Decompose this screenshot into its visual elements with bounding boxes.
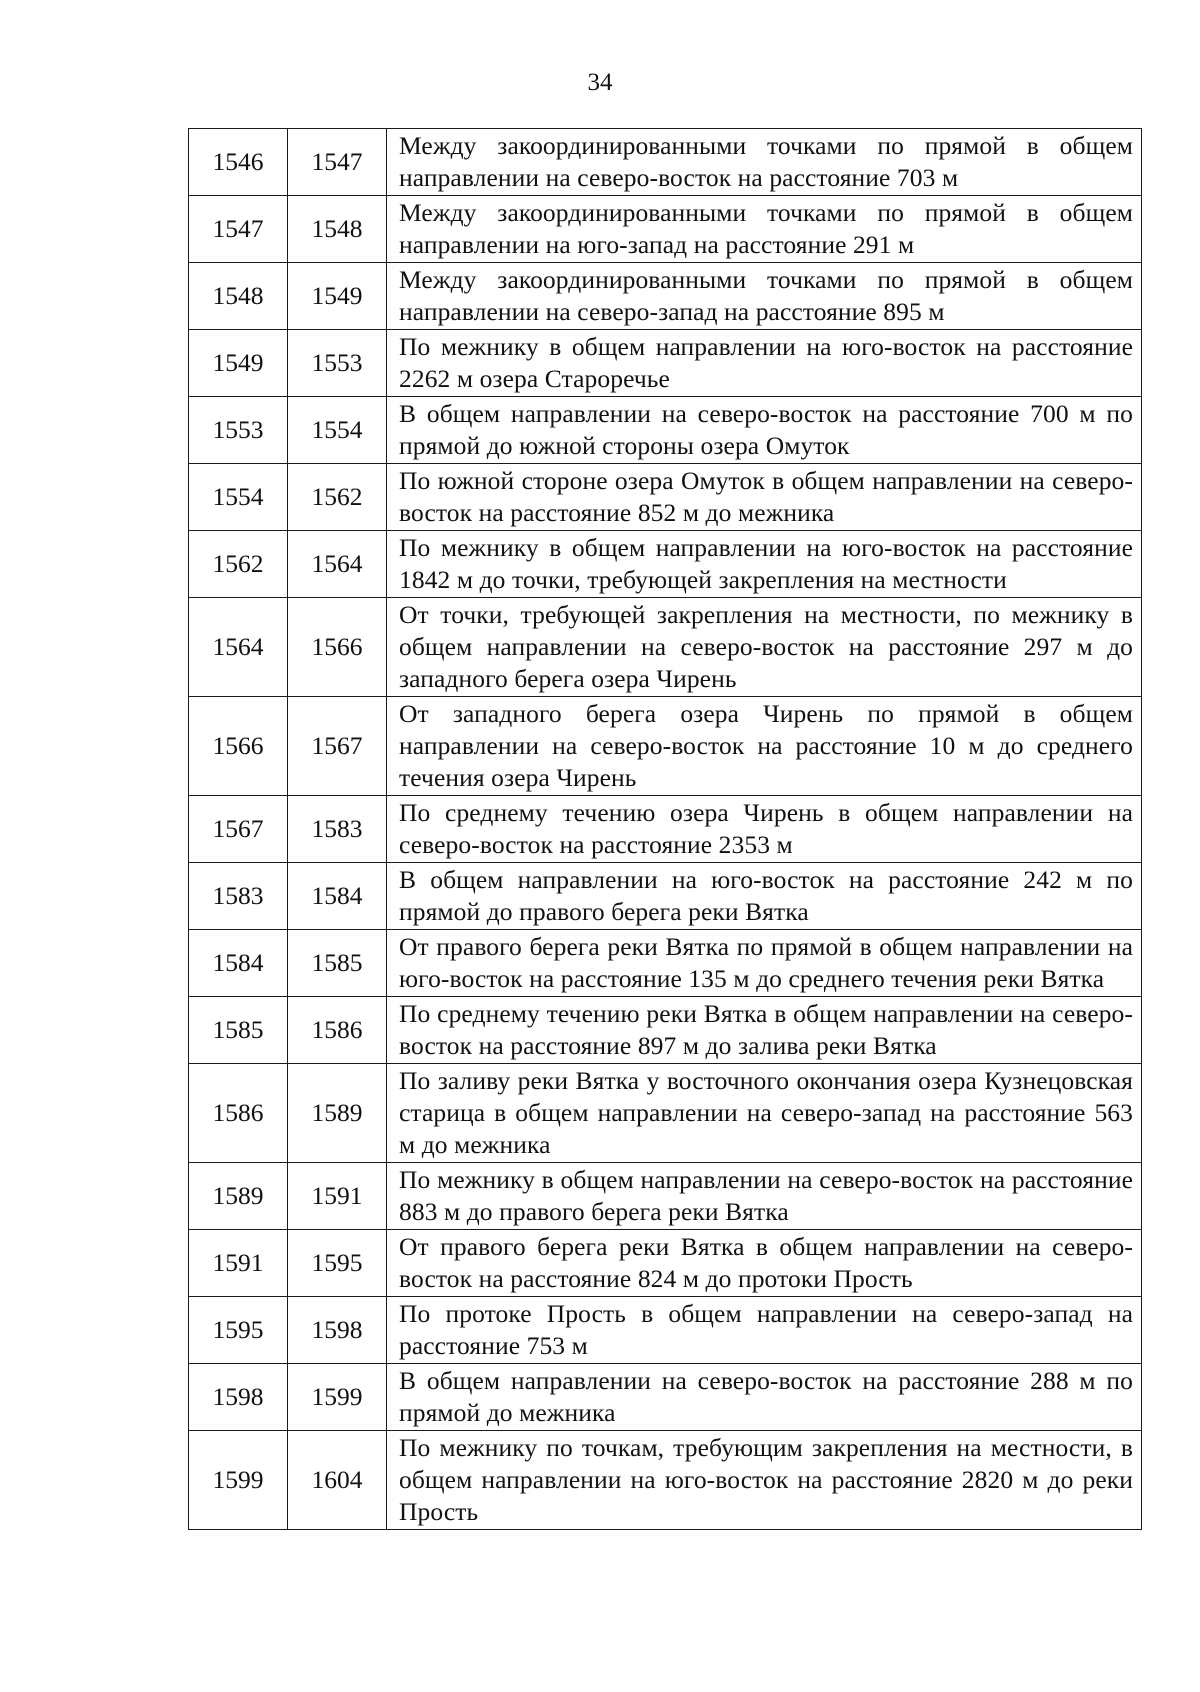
table-row [189,129,1142,196]
table-row [189,1297,1142,1364]
segment-description-cell: По межнику по точкам, требующим закрепления на местности, в общем направлении на юго-восток на расстояние 2820 м до реки Прость [387,1431,1142,1530]
to-point-cell: 1589 [288,1064,387,1163]
segment-description-cell: По межнику в общем направлении на юго-восток на расстояние 1842 м до точки, требующей закрепления на местности [387,531,1142,598]
segment-description-cell: Между закоординированными точками по прямой в общем направлении на северо-восток на расстояние 703 м [387,129,1142,196]
from-point-cell: 1586 [189,1064,288,1163]
table-row [189,330,1142,397]
from-point-cell: 1547 [189,196,288,263]
from-point-cell: 1553 [189,397,288,464]
table-row [189,531,1142,598]
table-row [189,796,1142,863]
page-number: 34 [587,69,613,96]
table-row [189,997,1142,1064]
table-row [189,196,1142,263]
segment-description-cell: По среднему течению озера Чирень в общем направлении на северо-восток на расстояние 2353 м [387,796,1142,863]
to-point-cell: 1583 [288,796,387,863]
from-point-cell: 1584 [189,930,288,997]
from-point-cell: 1583 [189,863,288,930]
to-point-cell: 1585 [288,930,387,997]
table-row [189,1364,1142,1431]
to-point-cell: 1599 [288,1364,387,1431]
from-point-cell: 1589 [189,1163,288,1230]
segment-description-cell: Между закоординированными точками по прямой в общем направлении на юго-запад на расстояние 291 м [387,196,1142,263]
segment-description-cell: От точки, требующей закрепления на местности, по межнику в общем направлении на северо-восток на расстояние 297 м до западного берега озера Чирень [387,598,1142,697]
table-row [189,697,1142,796]
from-point-cell: 1546 [189,129,288,196]
table-row [189,598,1142,697]
table-row [189,1431,1142,1530]
segment-description-cell: По межнику в общем направлении на северо-восток на расстояние 883 м до правого берега реки Вятка [387,1163,1142,1230]
segment-description-cell: В общем направлении на северо-восток на расстояние 288 м по прямой до межника [387,1364,1142,1431]
table-row [189,1064,1142,1163]
from-point-cell: 1591 [189,1230,288,1297]
to-point-cell: 1591 [288,1163,387,1230]
from-point-cell: 1595 [189,1297,288,1364]
segment-description-cell: По среднему течению реки Вятка в общем направлении на северо-восток на расстояние 897 м до залива реки Вятка [387,997,1142,1064]
from-point-cell: 1548 [189,263,288,330]
segment-description-cell: От правого берега реки Вятка в общем направлении на северо-восток на расстояние 824 м до протоки Прость [387,1230,1142,1297]
table-row [189,464,1142,531]
table-row [189,397,1142,464]
segment-description-cell: По заливу реки Вятка у восточного окончания озера Кузнецовская старица в общем направлении на северо-запад на расстояние 563 м до межника [387,1064,1142,1163]
from-point-cell: 1549 [189,330,288,397]
segment-description-cell: По протоке Прость в общем направлении на северо-запад на расстояние 753 м [387,1297,1142,1364]
to-point-cell: 1567 [288,697,387,796]
segment-description-cell: От западного берега озера Чирень по прямой в общем направлении на северо-восток на расстояние 10 м до среднего течения озера Чирень [387,697,1142,796]
from-point-cell: 1554 [189,464,288,531]
to-point-cell: 1586 [288,997,387,1064]
segment-description-cell: По южной стороне озера Омуток в общем направлении на северо-восток на расстояние 852 м до межника [387,464,1142,531]
to-point-cell: 1562 [288,464,387,531]
segment-description-cell: В общем направлении на северо-восток на расстояние 700 м по прямой до южной стороны озера Омуток [387,397,1142,464]
to-point-cell: 1604 [288,1431,387,1530]
table-row [189,930,1142,997]
table-row [189,263,1142,330]
from-point-cell: 1598 [189,1364,288,1431]
table-row [189,863,1142,930]
segment-description-cell: В общем направлении на юго-восток на расстояние 242 м по прямой до правого берега реки Вятка [387,863,1142,930]
to-point-cell: 1598 [288,1297,387,1364]
to-point-cell: 1566 [288,598,387,697]
to-point-cell: 1553 [288,330,387,397]
from-point-cell: 1585 [189,997,288,1064]
table-row [189,1163,1142,1230]
from-point-cell: 1566 [189,697,288,796]
to-point-cell: 1564 [288,531,387,598]
boundary-description-table [188,128,1142,1530]
to-point-cell: 1584 [288,863,387,930]
to-point-cell: 1554 [288,397,387,464]
from-point-cell: 1599 [189,1431,288,1530]
segment-description-cell: По межнику в общем направлении на юго-восток на расстояние 2262 м озера Староречье [387,330,1142,397]
to-point-cell: 1547 [288,129,387,196]
from-point-cell: 1567 [189,796,288,863]
from-point-cell: 1564 [189,598,288,697]
from-point-cell: 1562 [189,531,288,598]
to-point-cell: 1549 [288,263,387,330]
segment-description-cell: Между закоординированными точками по прямой в общем направлении на северо-запад на расстояние 895 м [387,263,1142,330]
table-row [189,1230,1142,1297]
to-point-cell: 1548 [288,196,387,263]
to-point-cell: 1595 [288,1230,387,1297]
segment-description-cell: От правого берега реки Вятка по прямой в общем направлении на юго-восток на расстояние 135 м до среднего течения реки Вятка [387,930,1142,997]
